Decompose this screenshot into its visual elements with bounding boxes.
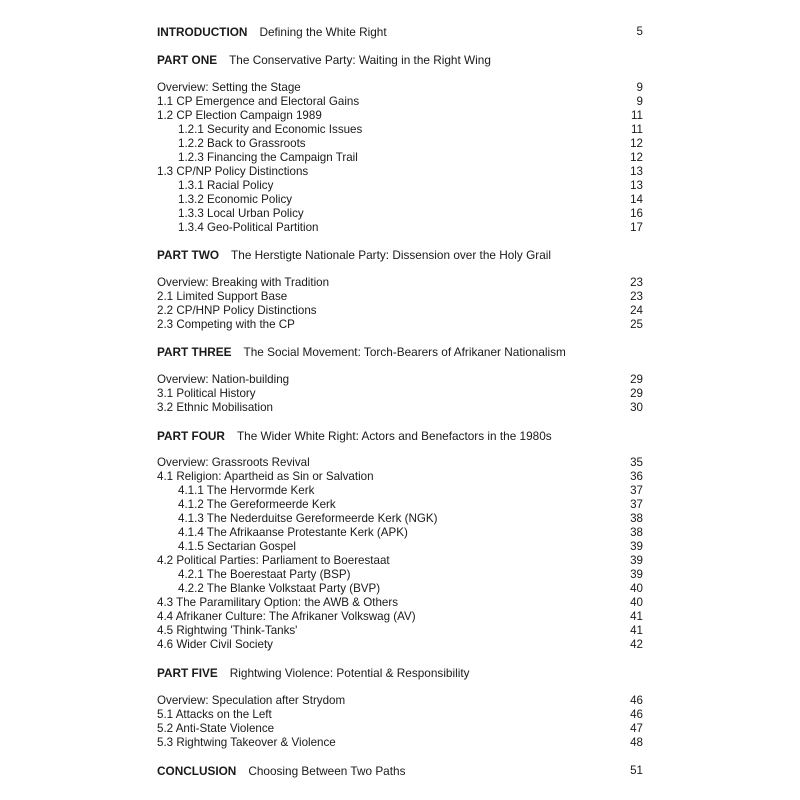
toc-entry <box>157 137 643 151</box>
page-number: 40 <box>630 596 643 609</box>
page-number: 46 <box>630 694 643 707</box>
entry-title: 1.2.3 Financing the Campaign Trail <box>178 151 358 164</box>
heading-title: The Conservative Party: Waiting in the Right Wing <box>229 53 491 67</box>
heading-title: The Social Movement: Torch-Bearers of Afrikaner Nationalism <box>243 345 566 359</box>
page-number: 51 <box>630 764 643 777</box>
entry-title: 4.1.2 The Gereformeerde Kerk <box>178 498 336 511</box>
toc-entry <box>157 401 643 415</box>
toc-heading-part-three <box>157 345 643 359</box>
heading-label: CONCLUSION <box>157 764 237 778</box>
page-number: 9 <box>636 95 643 108</box>
heading-title: Defining the White Right <box>259 25 387 39</box>
entry-title: 4.1.3 The Nederduitse Gereformeerde Kerk (NGK) <box>178 512 438 525</box>
entry-title: 3.1 Political History <box>157 387 256 400</box>
entry-title: 4.6 Wider Civil Society <box>157 638 273 651</box>
page-number: 40 <box>630 582 643 595</box>
heading-title: Choosing Between Two Paths <box>248 764 406 778</box>
page-number: 39 <box>630 540 643 553</box>
entry-title: 4.1.5 Sectarian Gospel <box>178 540 296 553</box>
toc-heading-part-two <box>157 248 643 262</box>
page-number: 9 <box>636 81 643 94</box>
entry-title: 4.1 Religion: Apartheid as Sin or Salvation <box>157 470 374 483</box>
page-number: 36 <box>630 470 643 483</box>
page-number: 37 <box>630 484 643 497</box>
toc-entry <box>157 387 643 401</box>
entry-title: 5.3 Rightwing Takeover & Violence <box>157 736 336 749</box>
page-number: 30 <box>630 401 643 414</box>
toc-entry <box>157 207 643 221</box>
toc-heading-introduction <box>157 25 643 39</box>
toc-entry <box>157 221 643 235</box>
page-number: 24 <box>630 304 643 317</box>
entry-title: 5.1 Attacks on the Left <box>157 708 272 721</box>
entry-title: Overview: Speculation after Strydom <box>157 694 346 707</box>
toc-heading-part-one <box>157 53 643 67</box>
toc-entry <box>157 736 643 750</box>
page-number: 42 <box>630 638 643 651</box>
page-number: 14 <box>630 193 643 206</box>
toc-entry <box>157 304 643 318</box>
page-number: 37 <box>630 498 643 511</box>
toc-heading-part-five <box>157 666 643 680</box>
entry-title: 1.2 CP Election Campaign 1989 <box>157 109 322 122</box>
entry-title: 4.2 Political Parties: Parliament to Boerestaat <box>157 554 390 567</box>
entry-title: 2.3 Competing with the CP <box>157 318 295 331</box>
entry-title: 3.2 Ethnic Mobilisation <box>157 401 273 414</box>
toc-entry <box>157 484 643 498</box>
toc-entry <box>157 554 643 568</box>
toc-entry <box>157 109 643 123</box>
toc-entry <box>157 708 643 722</box>
page-number: 47 <box>630 722 643 735</box>
toc-entry <box>157 512 643 526</box>
entry-title: 4.1.1 The Hervormde Kerk <box>178 484 315 497</box>
toc-entry <box>157 470 643 484</box>
page-number: 29 <box>630 387 643 400</box>
page-number: 11 <box>630 123 643 136</box>
heading-label: PART THREE <box>157 345 232 359</box>
toc-entry <box>157 95 643 109</box>
page-number: 35 <box>630 456 643 469</box>
page-number: 5 <box>636 25 643 38</box>
page-number: 25 <box>630 318 643 331</box>
page-number: 39 <box>630 554 643 567</box>
entry-title: 4.5 Rightwing 'Think-Tanks' <box>157 624 298 637</box>
toc-entry <box>157 610 643 624</box>
entry-title: 4.1.4 The Afrikaanse Protestante Kerk (APK) <box>178 526 408 539</box>
page-number: 23 <box>630 290 643 303</box>
page-number: 46 <box>630 708 643 721</box>
page-number: 13 <box>630 165 643 178</box>
toc-entry <box>157 123 643 137</box>
entry-title: 1.3.2 Economic Policy <box>178 193 293 206</box>
entry-title: 1.2.2 Back to Grassroots <box>178 137 306 150</box>
entry-title: 1.3 CP/NP Policy Distinctions <box>157 165 309 178</box>
heading-label: INTRODUCTION <box>157 25 248 39</box>
page-number: 17 <box>630 221 643 234</box>
page-number: 12 <box>630 151 643 164</box>
entry-title: 2.1 Limited Support Base <box>157 290 288 303</box>
page-number: 39 <box>630 568 643 581</box>
heading-title: The Herstigte Nationale Party: Dissension over the Holy Grail <box>231 248 552 262</box>
toc-entry <box>157 165 643 179</box>
toc-entry <box>157 526 643 540</box>
entry-title: 4.2.1 The Boerestaat Party (BSP) <box>178 568 351 581</box>
entry-title: 2.2 CP/HNP Policy Distinctions <box>157 304 317 317</box>
entry-title: Overview: Breaking with Tradition <box>157 276 330 289</box>
toc-entry <box>157 81 643 95</box>
toc-entry <box>157 151 643 165</box>
entry-title: 4.4 Afrikaner Culture: The Afrikaner Volkswag (AV) <box>157 610 416 623</box>
toc-entry <box>157 276 643 290</box>
toc-entry <box>157 722 643 736</box>
heading-title: The Wider White Right: Actors and Benefactors in the 1980s <box>236 429 552 443</box>
heading-label: PART TWO <box>157 248 220 262</box>
page-number: 29 <box>630 373 643 386</box>
toc-heading-part-four <box>157 429 643 443</box>
heading-title: Rightwing Violence: Potential & Responsibility <box>229 666 470 680</box>
page-number: 13 <box>630 179 643 192</box>
entry-title: Overview: Setting the Stage <box>157 81 301 94</box>
entry-title: 1.1 CP Emergence and Electoral Gains <box>157 95 360 108</box>
toc-entry <box>157 193 643 207</box>
toc-entry <box>157 540 643 554</box>
page-number: 48 <box>630 736 643 749</box>
toc-entry <box>157 694 643 708</box>
toc-entry <box>157 373 643 387</box>
entry-title: 4.3 The Paramilitary Option: the AWB & Others <box>157 596 398 609</box>
page-number: 41 <box>630 610 643 623</box>
toc-entry <box>157 582 643 596</box>
entry-title: Overview: Grassroots Revival <box>157 456 310 469</box>
toc-entry <box>157 596 643 610</box>
toc-entry <box>157 318 643 332</box>
page-number: 38 <box>630 526 643 539</box>
toc-entry <box>157 290 643 304</box>
heading-label: PART FOUR <box>157 429 225 443</box>
toc-entry <box>157 456 643 470</box>
entry-title: 1.2.1 Security and Economic Issues <box>178 123 363 136</box>
toc-heading-conclusion <box>157 764 643 778</box>
entry-title: 1.3.1 Racial Policy <box>178 179 274 192</box>
entry-title: 1.3.4 Geo-Political Partition <box>178 221 319 234</box>
heading-label: PART FIVE <box>157 666 218 680</box>
entry-title: 4.2.2 The Blanke Volkstaat Party (BVP) <box>178 582 381 595</box>
entry-title: 1.3.3 Local Urban Policy <box>178 207 304 220</box>
toc-entry <box>157 179 643 193</box>
entry-title: 5.2 Anti-State Violence <box>157 722 275 735</box>
page-number: 11 <box>630 109 643 122</box>
page-number: 16 <box>630 207 643 220</box>
toc-entry <box>157 624 643 638</box>
page-number: 23 <box>630 276 643 289</box>
toc-entry <box>157 638 643 652</box>
entry-title: Overview: Nation-building <box>157 373 290 386</box>
heading-label: PART ONE <box>157 53 218 67</box>
toc-entry <box>157 568 643 582</box>
page-number: 12 <box>630 137 643 150</box>
toc-entry <box>157 498 643 512</box>
page-number: 38 <box>630 512 643 525</box>
page-number: 41 <box>630 624 643 637</box>
